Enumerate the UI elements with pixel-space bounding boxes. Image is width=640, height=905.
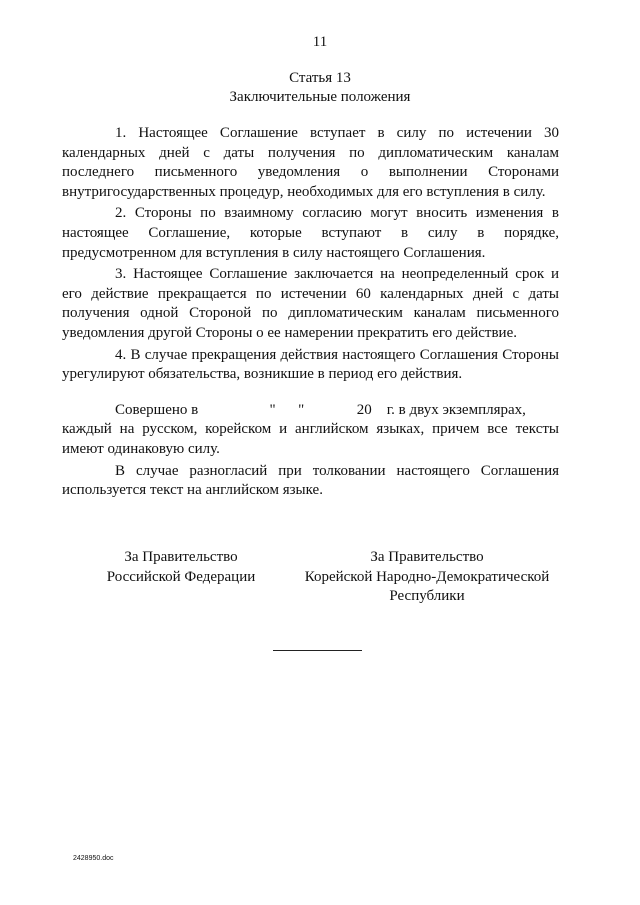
signature-right-line-1: За Правительство [370,549,484,565]
article-number: Статья 13 [289,70,351,86]
paragraph-1: 1. Настоящее Соглашение вступает в силу по истечении 30 календарных дней с даты получения по дипломатическим каналам последнего письменного уведомления о выполнении Сторонами внутригосударственных процедур, необходимых для его вступления в силу. [62,125,559,200]
signature-russia [96,548,266,587]
signature-left-line-2: Российской Федерации [106,568,256,585]
signature-right-line-3: Республики [389,588,465,605]
page-number: 11 [312,34,328,50]
signature-right-line-2: Корейской Народно-Демократической [304,568,550,585]
done-line: Совершено в " " 20 г. в двух экземплярах, [115,401,526,418]
discrepancy-clause: В случае разногласий при толковании настоящего Соглашения используется текст на английском языке. [62,462,559,499]
article-heading [0,69,640,107]
done-continuation: каждый на русском, корейском и английском языках, причем все тексты имеют одинаковую силу. [62,421,559,457]
file-name-footer: 2428950.doc [73,855,114,862]
signature-left-line-1: За Правительство [124,549,238,565]
paragraph-2: 2. Стороны по взаимному согласию могут вносить изменения в настоящее Соглашение, которые вступают в силу в порядке, предусмотренном для вступления в силу настоящего Соглашения. [62,205,559,261]
closing-divider [273,650,362,651]
paragraph-4: 4. В случае прекращения действия настоящего Соглашения Стороны урегулируют обязательства, возникшие в период его действия. [62,346,559,383]
signature-dprk [292,548,562,607]
paragraph-3: 3. Настоящее Соглашение заключается на неопределенный срок и его действие прекращается по истечении 60 календарных дней с даты получения одной Стороной по дипломатическим каналам письменного уведомления другой Стороны о ее намерении прекратить его действие. [62,266,559,341]
document-body [62,124,559,503]
article-subtitle: Заключительные положения [229,89,411,105]
done-clause [62,401,559,460]
